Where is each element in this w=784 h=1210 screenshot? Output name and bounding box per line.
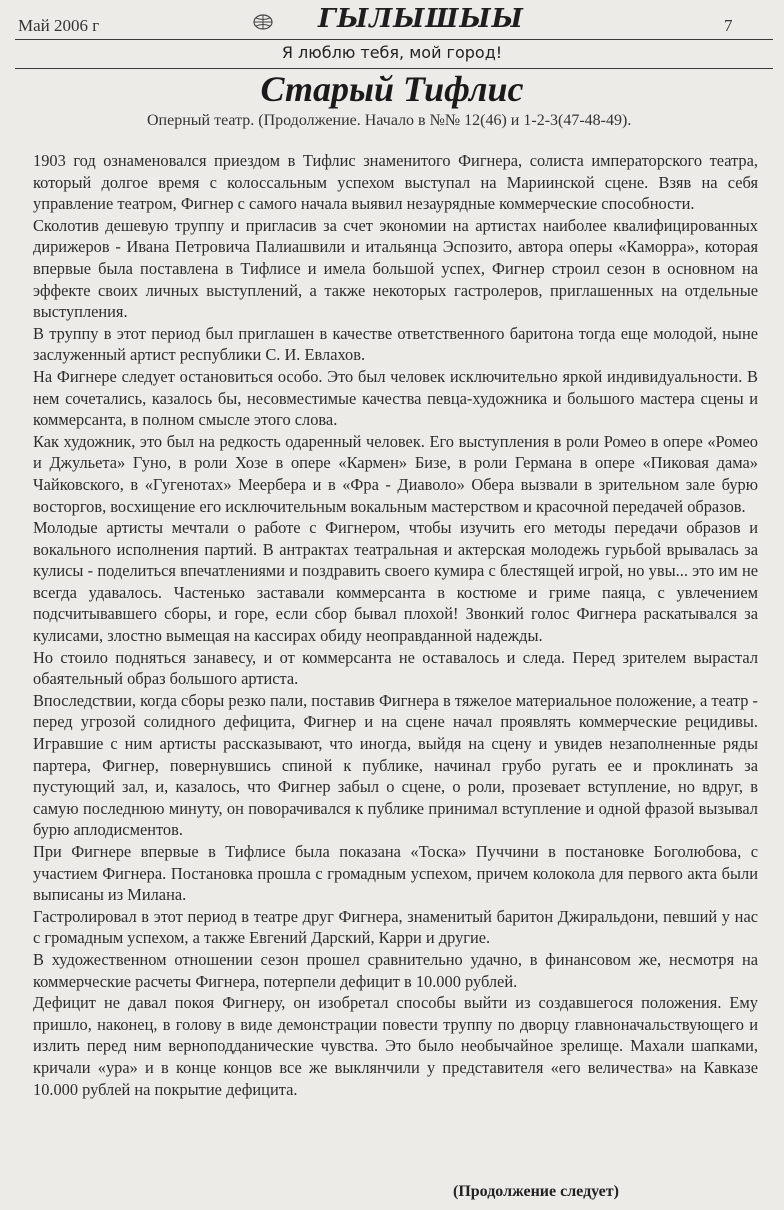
- article-subtitle: Оперный театр. (Продолжение. Начало в №№ 12(46) и 1-2-3(47-48-49).: [147, 112, 632, 129]
- section-title: Я люблю тебя, мой город!: [281, 43, 503, 62]
- issue-date: Май 2006 г: [18, 16, 100, 35]
- header-rule-top: [15, 39, 773, 40]
- article-paragraph: Сколотив дешевую труппу и пригласив за счет экономии на артистах наиболее квалифицированных дирижеров - Ивана Петровича Палиашвили и итальянца Эспозито, автора оперы «Каморра», которая впервые была поставлена в Тифлисе и имела большой успех, Фигнер строил сезон в основном на эффекте своих личных выступлений, а также некоторых гастролеров, приглашенных на отдельные выступления.: [33, 215, 758, 322]
- globe-icon: [252, 10, 274, 32]
- article-paragraph: 1903 год ознаменовался приездом в Тифлис знаменитого Фигнера, солиста императорского театра, который долгое время с колоссальным успехом выступал на Мариинской сцене. Взяв на себя управление театром, Фигнер с самого начала выявил незаурядные коммерческие способности.: [33, 151, 758, 214]
- page-header: [0, 0, 784, 40]
- article-paragraph: Молодые артисты мечтали о работе с Фигнером, чтобы изучить его методы передачи образов и вокального исполнения партий. В антрактах театральная и актерская молодежь гурьбой врывалась за кулисы - поделиться впечатлениями и поздравить своего кумира с блестящей игрой, но увы... это им не всегда удавалось. Частенько заставали коммерсанта в костюме и гриме паяца, с увлечением подсчитывавшего сборы, и горе, если сбор бывал плохой! Звонкий голос Фигнера раскатывался за кулисами, злостно вымещая на кассирах обиду неоправданной надежды.: [33, 518, 758, 646]
- article-paragraph: Но стоило подняться занавесу, и от коммерсанта не оставалось и следа. Перед зрителем вырастал обаятельный образ большого артиста.: [33, 647, 758, 689]
- newspaper-name: ГЫЛЫШЫЫ: [318, 4, 524, 34]
- continuation-note: (Продолжение следует): [453, 1183, 619, 1200]
- article-paragraph: При Фигнере впервые в Тифлисе была показана «Тоска» Пуччини в постановке Боголюбова, с участием Фигнера. Постановка прошла с громадным успехом, причем колокола для первого акта были выписаны из Милана.: [33, 842, 758, 905]
- article-paragraph: В труппу в этот период был приглашен в качестве ответственного баритона тогда еще молодой, ныне заслуженный артист республики С. И. Евлахов.: [33, 323, 758, 365]
- page-number: 7: [724, 16, 733, 35]
- article-body: [33, 150, 758, 1100]
- article-paragraph: На Фигнере следует остановиться особо. Это был человек исключительно яркой индивидуальности. В нем сочетались, казалось бы, несовместимые качества певца-художника и большого мастера сцены и коммерсанта, в полном смысле этого слова.: [33, 366, 758, 430]
- article-title: Старый Тифлис: [260, 69, 524, 109]
- article-paragraph: Гастролировал в этот период в театре друг Фигнера, знаменитый баритон Джиральдони, певший у нас с громадным успехом, а также Евгений Дарский, Карри и другие.: [33, 906, 758, 948]
- article-paragraph: Как художник, это был на редкость одаренный человек. Его выступления в роли Ромео в опере «Ромео и Джульета» Гуно, в роли Хозе в опере «Кармен» Бизе, в роли Германа в опере «Пиковая дама» Чайковского, в «Гугенотах» Меербера и в «Фра - Диаволо» Обера вызвали в зрительном зале бурю восторгов, восхищение его исключительным вокальным мастерством и красочной передачей образов.: [33, 431, 758, 516]
- article-paragraph: В художественном отношении сезон прошел сравнительно удачно, в финансовом же, несмотря на коммерческие расчеты Фигнера, потерпели дефицит в 10.000 рублей.: [33, 949, 758, 991]
- article-paragraph: Впоследствии, когда сборы резко пали, поставив Фигнера в тяжелое материальное положение, а театр - перед угрозой солидного дефицита, Фигнер и на сцене начал проявлять коммерческие рецидивы. Игравшие с ним артисты рассказывают, что иногда, выйдя на сцену и увидев незаполненные ряды партера, Фигнер, повернувшись спиной к публике, начинал грубо ругать ее и проклинать за пустующий зал, и, казалось, что Фигнер забыл о сцене, о роли, прозевает вступление, но вдруг, в самую последнюю минуту, он поворачивался к публике принимал вступление и одной фразой вызывал бурю аплодисментов.: [33, 690, 758, 840]
- article-paragraph: Дефицит не давал покоя Фигнеру, он изобретал способы выйти из создавшегося положения. Ему пришло, наконец, в голову в виде демонстрации повести труппу по дворцу главноначальствующего и излить перед ним верноподданические чувства. Это было необычайное зрелище. Махали шапками, кричали «ура» и в конце концов все же выклянчили у представителя «его величества» на Кавказе 10.000 рублей на покрытие дефицита.: [33, 993, 758, 1099]
